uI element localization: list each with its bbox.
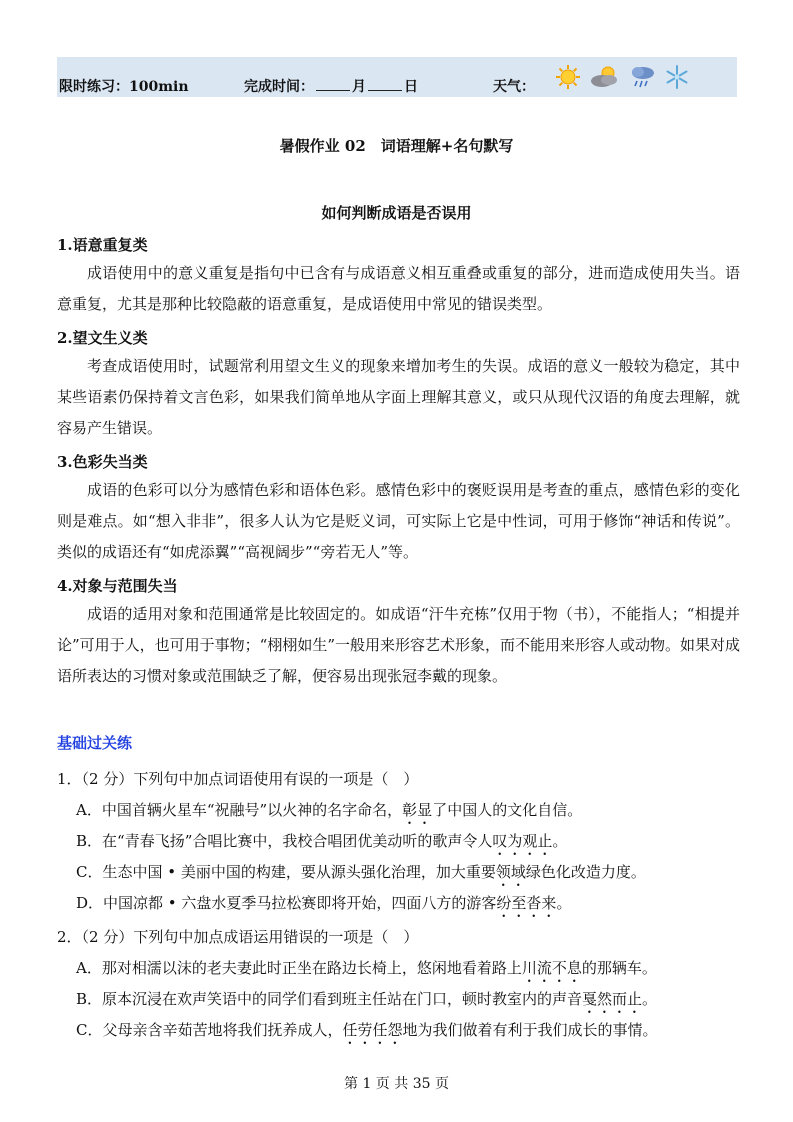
- rain-icon[interactable]: [629, 64, 657, 90]
- dotted-term: 彰显: [402, 801, 433, 819]
- weather-label: 天气：: [493, 79, 535, 95]
- dotted-term: 川流不息: [521, 959, 582, 977]
- month-label: 月: [352, 79, 366, 95]
- completion-time: [244, 76, 418, 96]
- question-1-option-d[interactable]: [57, 888, 747, 919]
- section-heading: 基础过关练: [57, 734, 133, 752]
- tip-paragraph: 成语使用中的意义重复是指句中已含有与成语意义相互重叠或重复的部分，进而造成使用失当。语意重复，尤其是那种比较隐蔽的语意重复，是成语使用中常见的错误类型。: [57, 264, 740, 313]
- tip-heading: 2.望文生义类: [57, 329, 148, 347]
- option-text: 。: [552, 832, 568, 850]
- question-2-option-c[interactable]: [57, 1015, 747, 1046]
- day-label: 日: [404, 79, 418, 95]
- tips-section: [57, 232, 740, 697]
- option-text: B．原本沉浸在欢声笑语中的同学们看到班主任站在门口，顿时教室内的声音: [76, 990, 583, 1008]
- option-text: C．生态中国 • 美丽中国的构建，要从源头强化治理，加大重要: [76, 863, 496, 881]
- question-2-stem: 2．（2 分）下列句中加点成语运用错误的一项是（ ）: [57, 928, 419, 946]
- time-limit: 限时练习：100min: [59, 79, 189, 95]
- page-title: 暑假作业 02 词语理解+名句默写: [279, 137, 514, 155]
- dotted-term: 任劳任怨: [342, 1021, 403, 1039]
- option-text: 。: [642, 990, 658, 1008]
- dotted-term: 领域: [495, 863, 526, 881]
- tip-paragraph: 成语的色彩可以分为感情色彩和语体色彩。感情色彩中的褒贬误用是考查的重点，感情色彩的变化则是难点。如“想入非非”，很多人认为它是贬义词，可实际上它是中性词，可用于修饰“神话和传说”。类似的成语还有“如虎添翼”“高视阔步”“旁若无人”等。: [57, 481, 740, 561]
- weather-icons: [555, 63, 689, 91]
- cloud-sun-icon[interactable]: [589, 64, 621, 90]
- page-subtitle: 如何判断成语是否误用: [321, 204, 472, 222]
- tip-paragraph: 考查成语使用时，试题常利用望文生义的现象来增加考生的失误。成语的意义一般较为稳定，其中某些语素仍保持着文言色彩，如果我们简单地从字面上理解其意义，或只从现代汉语的角度去理解，就容易产生错误。: [57, 357, 740, 437]
- page-footer: 第 1 页 共 35 页: [344, 1076, 449, 1092]
- completion-time-label: 完成时间：: [244, 79, 314, 95]
- dotted-term: 纷至沓来: [496, 894, 557, 912]
- header-bar: [57, 57, 737, 97]
- snow-icon[interactable]: [665, 64, 689, 90]
- sun-icon[interactable]: [555, 64, 581, 90]
- tip-heading: 4.对象与范围失当: [57, 577, 178, 595]
- month-blank[interactable]: [316, 78, 350, 91]
- option-text: A．那对相濡以沫的老夫妻此时正坐在路边长椅上，悠闲地看着路上: [76, 959, 522, 977]
- option-text: C．父母亲含辛茹苦地将我们抚养成人，: [76, 1021, 343, 1039]
- tip-heading: 1.语意重复类: [57, 236, 148, 254]
- day-blank[interactable]: [368, 78, 402, 91]
- option-text: A．中国首辆火星车“祝融号”以火神的名字命名，: [76, 801, 403, 819]
- questions: [57, 764, 747, 1046]
- question-1-option-b[interactable]: [57, 826, 747, 857]
- option-text: 的那辆车。: [581, 959, 657, 977]
- question-2-option-b[interactable]: [57, 984, 747, 1015]
- question-2-option-a[interactable]: [57, 953, 747, 984]
- option-text: 。: [556, 894, 572, 912]
- option-text: 地为我们做着有利于我们成长的事情。: [402, 1021, 658, 1039]
- option-text: D．中国凉都 • 六盘水夏季马拉松赛即将开始，四面八方的游客: [76, 894, 497, 912]
- question-1-option-a[interactable]: [57, 795, 747, 826]
- question-1-stem: 1．（2 分）下列句中加点词语使用有误的一项是（ ）: [57, 770, 419, 788]
- option-text: B．在“青春飞扬”合唱比赛中，我校合唱团优美动听的歌声令人: [76, 832, 493, 850]
- tip-paragraph: 成语的适用对象和范围通常是比较固定的。如成语“汗牛充栋”仅用于物（书），不能指人；“相提并论”可用于人，也可用于事物；“栩栩如生”一般用来形容艺术形象，而不能用来形容人或动物。如果对成语所表达的习惯对象或范围缺乏了解，便容易出现张冠李戴的现象。: [57, 605, 741, 685]
- option-text: 了中国人的文化自信。: [432, 801, 583, 819]
- dotted-term: 叹为观止: [492, 832, 553, 850]
- question-1-option-c[interactable]: [57, 857, 747, 888]
- tip-heading: 3.色彩失当类: [57, 453, 148, 471]
- dotted-term: 戛然而止: [582, 990, 643, 1008]
- option-text: 绿色化改造力度。: [525, 863, 646, 881]
